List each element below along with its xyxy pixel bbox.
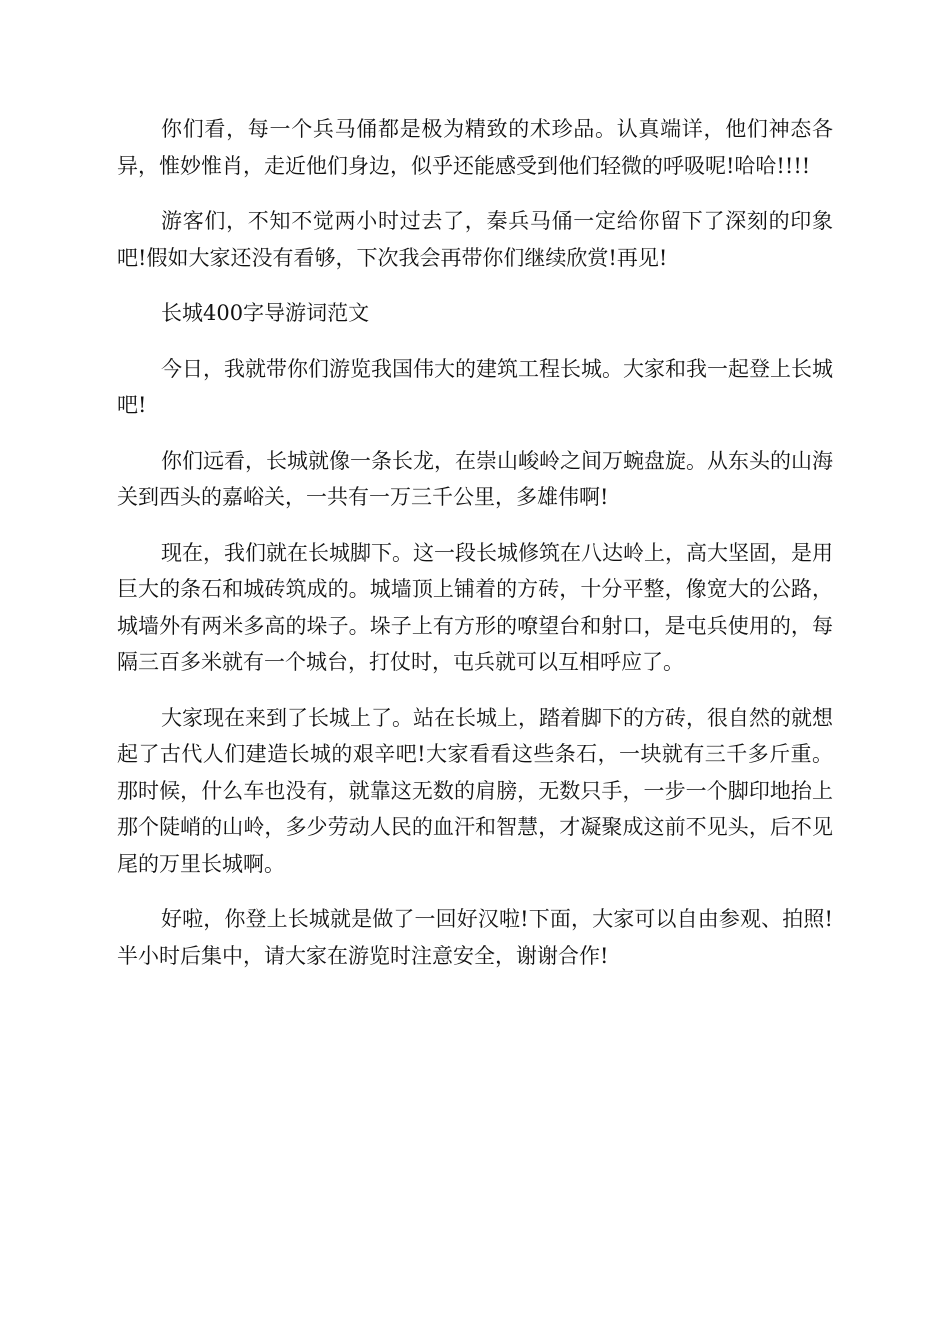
section-heading: 长城400字导游词范文 xyxy=(161,301,370,325)
paragraph-great-wall-structure: 现在，我们就在长城脚下。这一段长城修筑在八达岭上，高大坚固，是用巨大的条石和城砖筑成的。城墙顶上铺着的方砖，十分平整，像宽大的公路，城墙外有两米多高的垛子。垛子上有方形的嘹望台和射口，是屯兵使用的，每隔三百多米就有一个城台，打仗时，屯兵就可以互相呼应了。 xyxy=(117,540,833,674)
paragraph-great-wall-history: 大家现在来到了长城上了。站在长城上，踏着脚下的方砖，很自然的就想起了古代人们建造长城的艰辛吧!大家看看这些条石，一块就有三千多斤重。那时候，什么车也没有，就靠这无数的肩膀，无数只手，一步一个脚印地抬上那个陡峭的山岭，多少劳动人民的血汗和智慧，才凝聚成这前不见头，后不见尾的万里长城啊。 xyxy=(117,705,833,876)
paragraph-closing: 好啦，你登上长城就是做了一回好汉啦!下面，大家可以自由参观、拍照!半小时后集中，请大家在游览时注意安全，谢谢合作! xyxy=(117,907,833,968)
paragraph-farewell: 游客们，不知不觉两小时过去了，秦兵马俑一定给你留下了深刻的印象吧!假如大家还没有看够，下次我会再带你们继续欣赏!再见! xyxy=(117,209,833,270)
paragraph-terracotta-warriors: 你们看，每一个兵马俑都是极为精致的术珍品。认真端详，他们神态各异，惟妙惟肖，走近他们身边，似乎还能感受到他们轻微的呼吸呢!哈哈!!!! xyxy=(117,117,833,178)
document-body xyxy=(117,111,833,993)
paragraph-great-wall-distance: 你们远看，长城就像一条长龙，在崇山峻岭之间万蜿盘旋。从东头的山海关到西头的嘉峪关，一共有一万三千公里，多雄伟啊! xyxy=(117,448,833,509)
paragraph-great-wall-intro: 今日，我就带你们游览我国伟大的建筑工程长城。大家和我一起登上长城吧! xyxy=(117,356,833,417)
